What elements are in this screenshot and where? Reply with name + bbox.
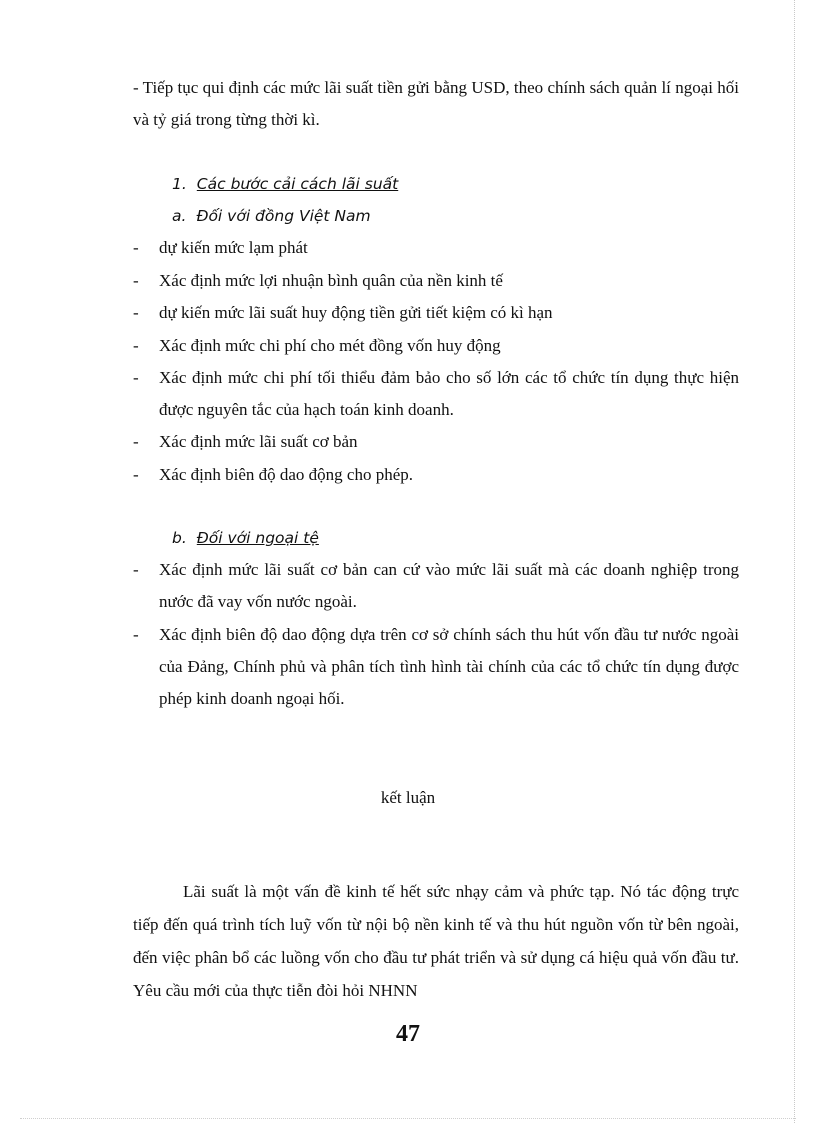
list-item-text: dự kiến mức lãi suất huy động tiền gửi tiết kiệm có kì hạn (159, 303, 553, 322)
list-item (133, 265, 739, 297)
page-edge-bottom (20, 1118, 796, 1119)
list-item-text: Xác định biên độ dao động cho phép. (159, 465, 413, 484)
subsection-a-title: Đối với đồng Việt Nam (196, 207, 371, 225)
bullet-dash: - (133, 271, 139, 290)
subsection-b-heading (172, 528, 319, 548)
section-title: Các bước cải cách lãi suất (196, 175, 399, 193)
list-item-text: Xác định mức chi phí tối thiểu đảm bảo cho số lớn các tổ chức tín dụng thực hiện được nguyên tắc của hạch toán kinh doanh. (159, 368, 739, 419)
list-item (133, 426, 739, 458)
list-item-text: Xác định mức chi phí cho mét đồng vốn huy động (159, 336, 501, 355)
list-item-text: dự kiến mức lạm phát (159, 238, 308, 257)
list-item (133, 297, 739, 329)
intro-paragraph: - Tiếp tục qui định các mức lãi suất tiền gửi bằng USD, theo chính sách quản lí ngoại hối và tỷ giá trong từng thời kì. (133, 78, 739, 129)
bullet-dash: - (133, 560, 139, 579)
list-item (133, 362, 739, 426)
list-item-text: Xác định biên độ dao động dựa trên cơ sở chính sách thu hút vốn đầu tư nước ngoài của Đảng, Chính phủ và phân tích tình hình tài chính của các tổ chức tín dụng được phép kinh doanh ngoại hối. (159, 625, 739, 708)
page-number: 47 (396, 1021, 420, 1047)
bullet-dash: - (133, 625, 139, 644)
bullet-dash: - (133, 368, 139, 387)
section-number: 1. (172, 175, 187, 193)
conclusion-paragraph: Lãi suất là một vấn đề kinh tế hết sức nhạy cảm và phức tạp. Nó tác động trực tiếp đến quá trình tích luỹ vốn từ nội bộ nền kinh tế và thu hút nguồn vốn từ bên ngoài, đến việc phân bổ các luồng vốn cho đầu tư phát triển và sử dụng cá hiệu quả vốn đầu tư. Yêu cầu mới của thực tiễn đòi hỏi NHNN (133, 882, 739, 1000)
subsection-b-title: Đối với ngoại tệ (196, 529, 319, 547)
list-item (133, 232, 739, 264)
bullet-dash: - (133, 238, 139, 257)
subsection-a-letter: a. (172, 207, 187, 225)
list-item (133, 330, 739, 362)
list-item-text: Xác định mức lãi suất cơ bản (159, 432, 358, 451)
bullet-dash: - (133, 432, 139, 451)
subsection-b-letter: b. (172, 529, 187, 547)
bullet-dash: - (133, 303, 139, 322)
bullet-dash: - (133, 336, 139, 355)
bullet-dash: - (133, 465, 139, 484)
list-item (133, 619, 739, 715)
section-heading (172, 174, 398, 194)
list-item-text: Xác định mức lợi nhuận bình quân của nền kinh tế (159, 271, 503, 290)
list-item (133, 459, 739, 491)
conclusion-title: kết luận (380, 788, 436, 807)
list-item (133, 554, 739, 618)
page-edge-right (794, 0, 795, 1123)
list-item-text: Xác định mức lãi suất cơ bản can cứ vào mức lãi suất mà các doanh nghiệp trong nước đã vay vốn nước ngoài. (159, 560, 739, 611)
subsection-a-heading (172, 206, 371, 226)
